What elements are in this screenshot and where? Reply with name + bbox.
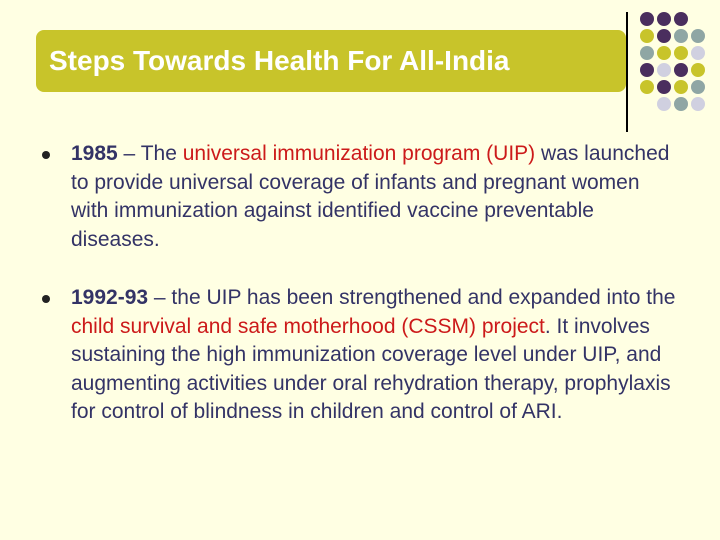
decorative-dot-grid (640, 12, 705, 111)
decorative-dot (640, 97, 654, 111)
decorative-dot (691, 46, 705, 60)
divider-line (626, 12, 628, 132)
bullet-sep: – The (117, 142, 183, 165)
decorative-dot (657, 97, 671, 111)
bullet-item-1992 (42, 284, 682, 427)
decorative-dot (640, 12, 654, 26)
decorative-dot (691, 63, 705, 77)
decorative-dot (674, 80, 688, 94)
decorative-dot (657, 12, 671, 26)
slide-title: Steps Towards Health For All-India (49, 45, 510, 76)
decorative-dot (657, 29, 671, 43)
title-banner (36, 30, 626, 92)
decorative-dot (640, 80, 654, 94)
decorative-dot (640, 46, 654, 60)
decorative-dot (657, 80, 671, 94)
decorative-dot (640, 29, 654, 43)
bullet-list (42, 140, 682, 457)
decorative-dot (657, 46, 671, 60)
bullet-text (71, 284, 682, 427)
decorative-dot (640, 63, 654, 77)
bullet-sep: – the UIP has been strengthened and expanded into the (148, 286, 676, 309)
decorative-dot (691, 80, 705, 94)
bullet-year: 1992-93 (71, 286, 149, 309)
bullet-highlight: universal immunization program (UIP) (182, 142, 536, 165)
bullet-dot-icon (42, 295, 50, 303)
decorative-dot (674, 12, 688, 26)
decorative-dot (674, 97, 688, 111)
bullet-text (71, 140, 682, 254)
bullet-item-1985 (42, 140, 682, 254)
bullet-highlight: child survival and safe motherhood (CSSM) project (71, 314, 545, 338)
bullet-rest: . It involves sustaining the high immunization coverage level under UIP, and augmenting activities under oral rehydration therapy, prophylaxis for control of blindness in children and control of ARI. (71, 314, 671, 423)
decorative-dot (674, 46, 688, 60)
decorative-dot (691, 97, 705, 111)
decorative-dot (674, 63, 688, 77)
bullet-dot-icon (42, 151, 50, 159)
decorative-dot (691, 12, 705, 26)
bullet-year: 1985 (71, 142, 118, 165)
decorative-dot (657, 63, 671, 77)
decorative-dot (691, 29, 705, 43)
bullet-rest: was launched to provide universal coverage of infants and pregnant women with immunization against identified vaccine preventable diseases. (71, 142, 670, 251)
decorative-dot (674, 29, 688, 43)
